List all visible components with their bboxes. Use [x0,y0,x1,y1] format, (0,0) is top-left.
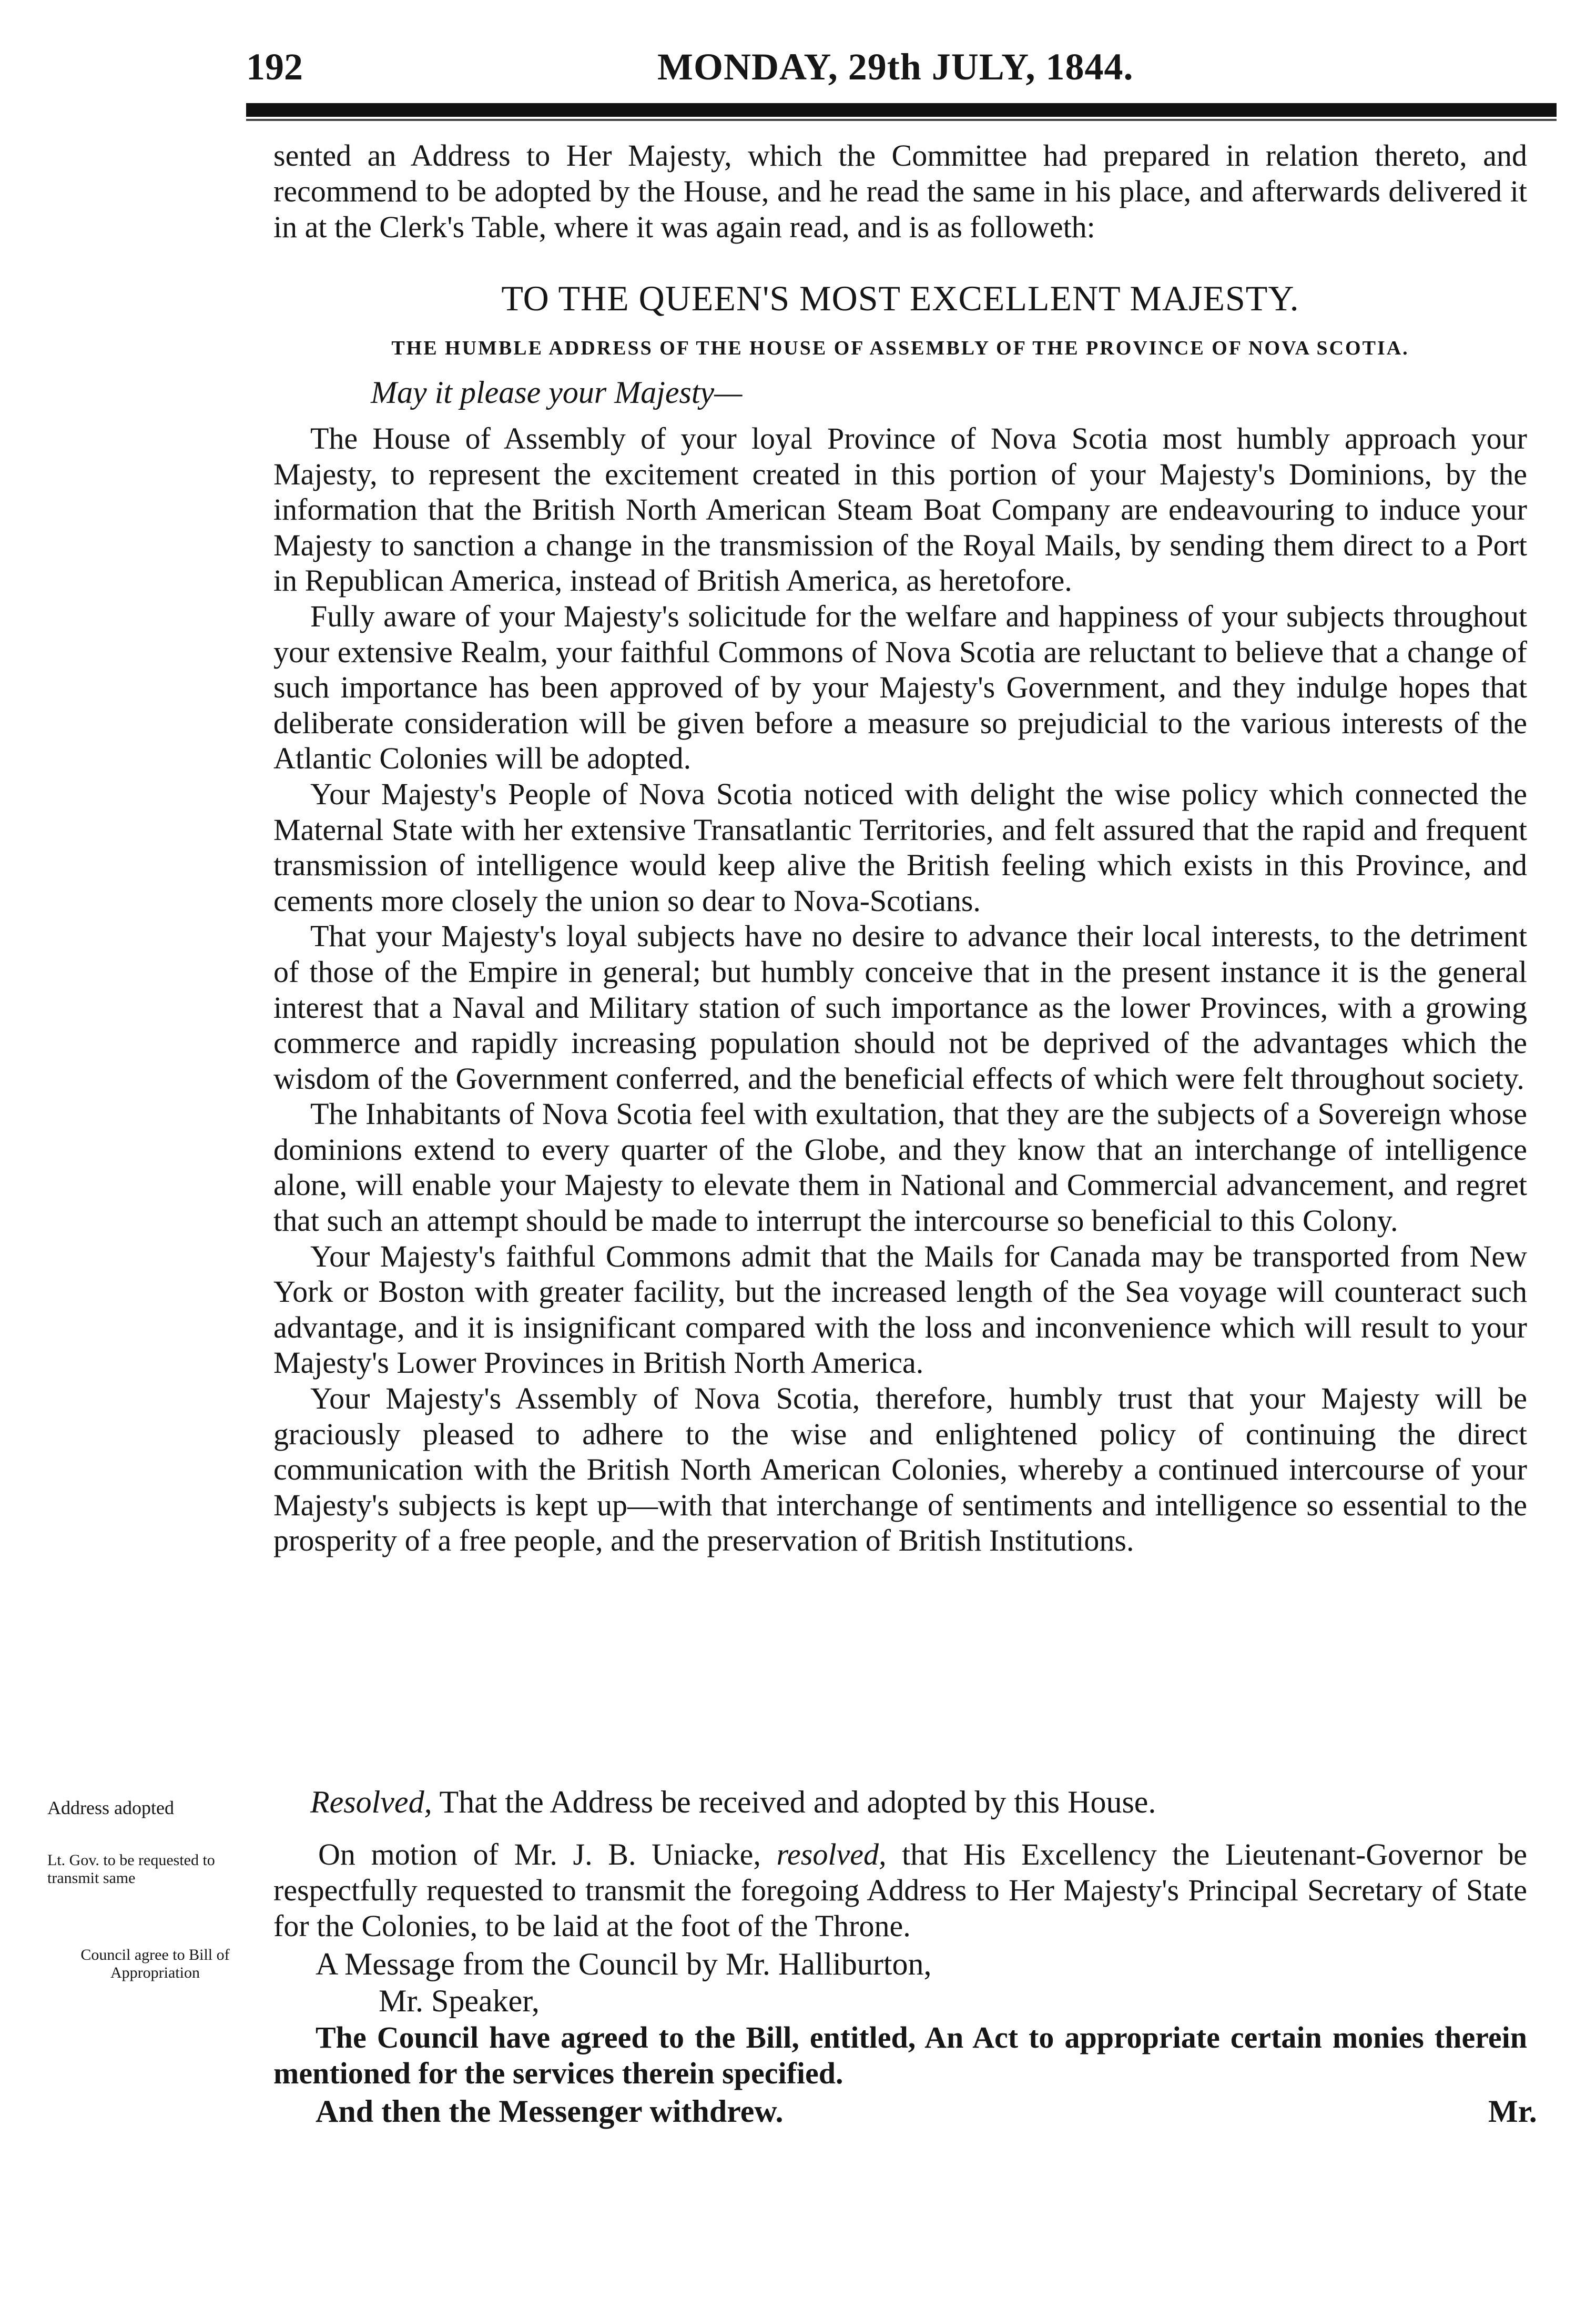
intro-paragraph [273,138,1527,245]
header-rule-thin [246,119,1557,121]
address-body [273,421,1527,1558]
motion-after: that His Excellency the Lieutenant-Governor be respectfully requested to transmit the foregoing Address to Her Majesty's Principal Secretary of State for the Colonies, to be laid at the foot of the Throne. [273,1837,1527,1943]
speaker-address: Mr. Speaker, [379,1983,540,2018]
margin-note-address-adopted: Address adopted [47,1797,174,1818]
resolved-word: Resolved, [310,1785,432,1819]
address-paragraph: The House of Assembly of your loyal Province of Nova Scotia most humbly approach your Majesty, to represent the excitement created in this portion of your Majesty's Dominions, by the information that the British North American Steam Boat Company are endeavouring to induce your Majesty to sanction a change in the transmission of the Royal Mails, by sending them direct to a Port in Republican America, instead of British America, as heretofore. [273,421,1527,598]
motion-paragraph [273,1837,1527,1944]
address-paragraph: Your Majesty's Assembly of Nova Scotia, therefore, humbly trust that your Majesty will be graciously pleased to adhere to the wise and enlightened policy of continuing the direct communication with the British North American Colonies, whereby a continued intercourse of your Majesty's subjects is kept up—with that interchange of sentiments and intelligence so essential to the prosperity of a free people, and the preservation of British Institutions. [273,1381,1527,1558]
running-header-date: MONDAY, 29th JULY, 1844. [657,46,1134,88]
council-message: A Message from the Council by Mr. Halliburton, [316,1947,932,1981]
address-paragraph: Fully aware of your Majesty's solicitude for the welfare and happiness of your subjects throughout your extensive Realm, your faithful Commons of Nova Scotia are reluctant to believe that a change of such importance has been approved of by your Majesty's Government, and they indulge hopes that deliberate consideration will be given before a measure so prejudicial to the various interests of the Atlantic Colonies will be adopted. [273,599,1527,776]
header-rule [246,103,1557,117]
council-paragraph [273,2020,1527,2091]
motion-text [273,1837,1527,1944]
margin-note-council-agree: Council agree to Bill of Appropriation [80,1946,230,1981]
page-number: 192 [246,46,303,88]
address-paragraph: Your Majesty's People of Nova Scotia noticed with delight the wise policy which connected the Maternal State with her extensive Transatlantic Territories, and felt assured that the rapid and frequent transmission of intelligence would keep alive the British feeling which exists in this Province, and cements more closely the union so dear to Nova-Scotians. [273,776,1527,918]
messenger-withdrew: And then the Messenger withdrew. [316,2094,784,2129]
resolved-text: That the Address be received and adopted by this House. [432,1785,1156,1819]
resolution-adopted [310,1784,1156,1820]
address-paragraph: The Inhabitants of Nova Scotia feel with exultation, that they are the subjects of a Sovereign whose dominions extend to every quarter of the Globe, and they know that an interchange of intelligence alone, will enable your Majesty to elevate them in National and Commercial advancement, and regret that such an attempt should be made to interrupt the intercourse so beneficial to this Colony. [273,1097,1527,1238]
motion-resolved-word: resolved, [776,1837,887,1871]
council-text: The Council have agreed to the Bill, entitled, An Act to appropriate certain monies therein mentioned for the services therein specified. [273,2020,1527,2090]
address-paragraph: That your Majesty's loyal subjects have no desire to advance their local interests, to the detriment of those of the Empire in general; but humbly conceive that in the present instance it is the general interest that a Naval and Military station of such importance as the lower Provinces, with a growing commerce and rapidly increasing population should not be deprived of the advantages which the wisdom of the Government conferred, and the beneficial effects of which were felt throughout society. [273,919,1527,1096]
address-title: TO THE QUEEN'S MOST EXCELLENT MAJESTY. [501,278,1299,318]
address-subtitle: THE HUMBLE ADDRESS OF THE HOUSE OF ASSEMBLY OF THE PROVINCE OF NOVA SCOTIA. [391,337,1409,359]
motion-before: On motion of Mr. J. B. Uniacke, [318,1837,777,1871]
address-paragraph: Your Majesty's faithful Commons admit that the Mails for Canada may be transported from New York or Boston with greater facility, but the increased length of the Sea voyage will counteract such advantage, and it is insignificant compared with the loss and inconvenience which will result to your Majesty's Lower Provinces in British North America. [273,1239,1527,1380]
salutation: May it please your Majesty— [371,375,743,410]
catchword: Mr. [1488,2094,1537,2129]
intro-text: sented an Address to Her Majesty, which the Committee had prepared in relation thereto, and recommend to be adopted by the House, and he read the same in his place, and afterwards delivered it in at the Clerk's Table, where it was again read, and is as followeth: [273,138,1527,244]
margin-note-lt-gov: Lt. Gov. to be requested to transmit same [47,1851,215,1887]
